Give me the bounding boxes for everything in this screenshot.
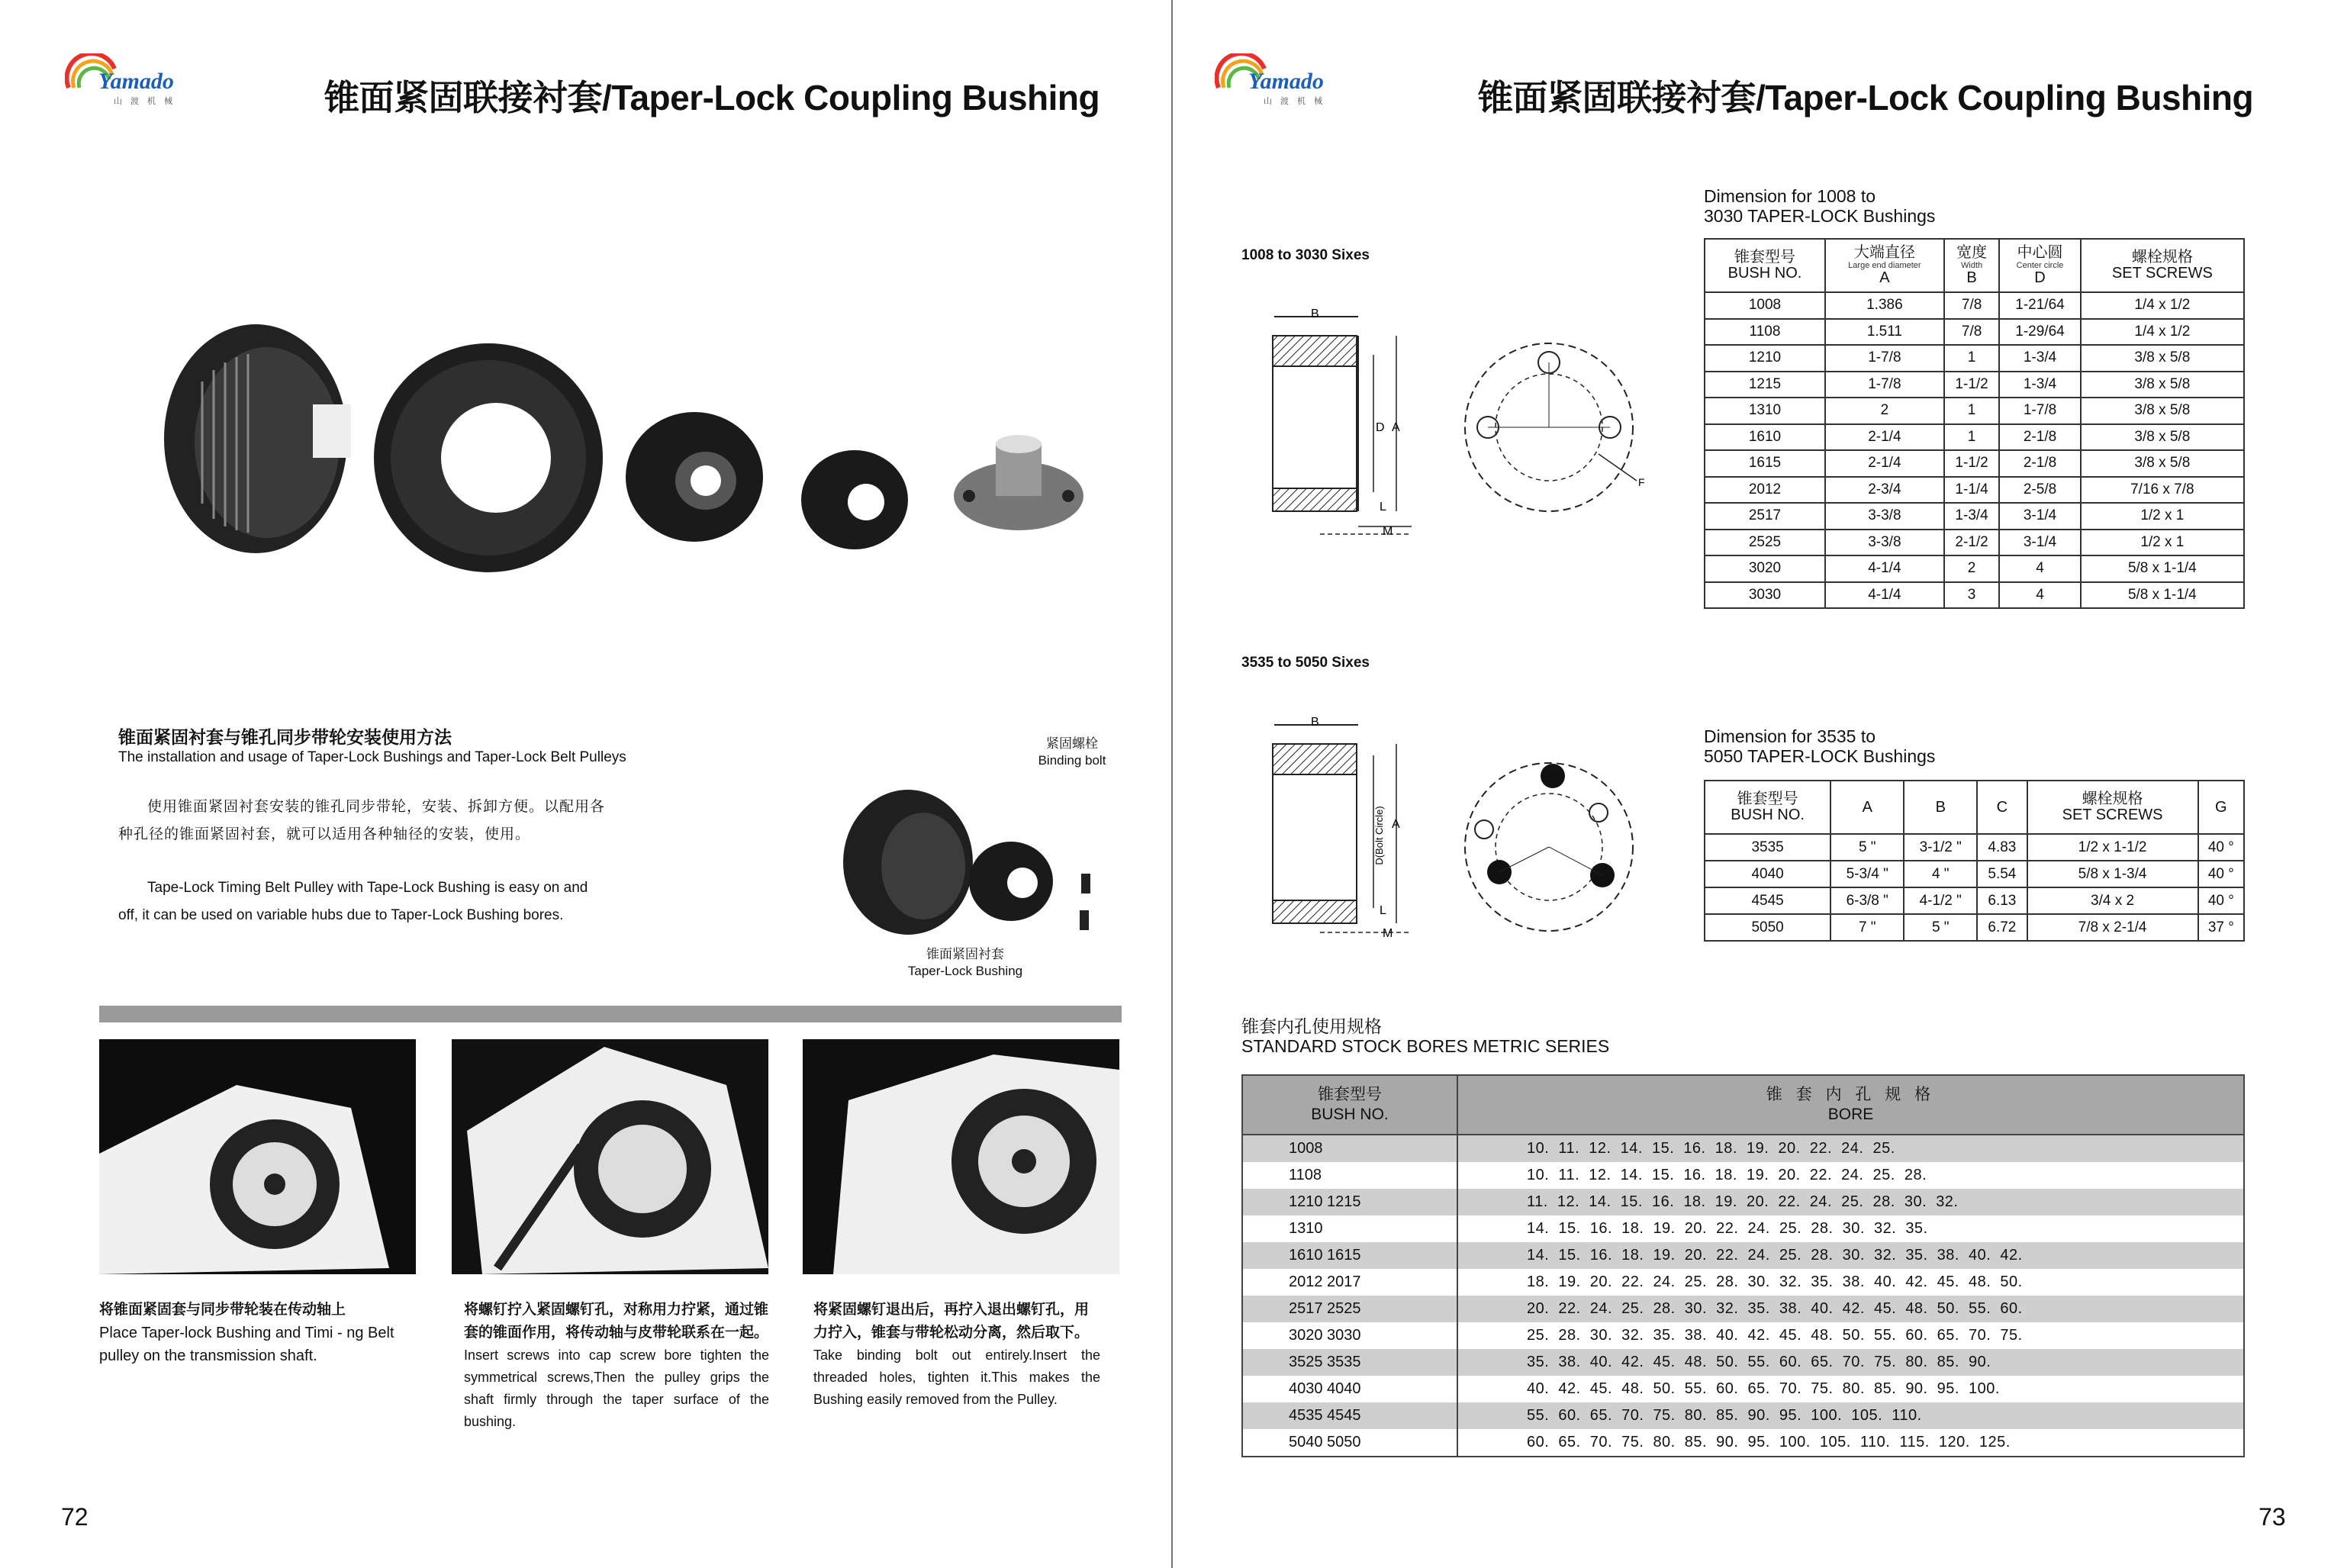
step-1-photo xyxy=(99,1039,416,1274)
table-cell: 5-3/4 " xyxy=(1830,861,1904,887)
table-cell: 3/8 x 5/8 xyxy=(2081,372,2244,398)
table-cell: 6-3/8 " xyxy=(1830,887,1904,914)
table-row xyxy=(1242,1402,2244,1429)
bores-header-bore-en: BORE xyxy=(1827,1106,1874,1123)
page-number: 73 xyxy=(2259,1503,2286,1531)
table-row xyxy=(1705,345,2244,372)
bush-number-cell: 1610 1615 xyxy=(1242,1242,1457,1269)
dim-label-a: A xyxy=(1392,818,1400,831)
table-row xyxy=(1242,1135,2244,1162)
table-cell: 1-3/4 xyxy=(1944,503,2000,530)
bores-title-en: STANDARD STOCK BORES METRIC SERIES xyxy=(1241,1036,1610,1056)
bush-number-cell: 4535 4545 xyxy=(1242,1402,1457,1429)
table-cell: 1008 xyxy=(1705,292,1825,319)
bore-sizes-cell: 14. 15. 16. 18. 19. 20. 22. 24. 25. 28. 30. 32. 35. 38. 40. 42. xyxy=(1457,1242,2244,1269)
table-cell: 4-1/4 xyxy=(1825,555,1944,582)
table-row xyxy=(1705,477,2244,504)
table-cell: 5/8 x 1-1/4 xyxy=(2081,582,2244,609)
dim-label-l: L xyxy=(1380,501,1386,514)
bush-number-cell: 5040 5050 xyxy=(1242,1429,1457,1457)
dim-label-m: M xyxy=(1383,927,1393,940)
bushing-front-view-diagram-1 xyxy=(1446,309,1652,515)
binding-bolt-label-en: Binding bolt xyxy=(1038,753,1106,768)
table-cell: 3-1/4 xyxy=(1999,530,2080,556)
table1-header-cn: 宽度 xyxy=(1956,244,1988,261)
bore-sizes-cell: 11. 12. 14. 15. 16. 18. 19. 20. 22. 24. 25. 28. 30. 32. xyxy=(1457,1189,2244,1215)
table-cell: 3/4 x 2 xyxy=(2027,887,2198,914)
dim-label-bolt-circle: D(Bolt Circle) xyxy=(1373,806,1385,865)
table2-header-cn: 螺栓规格 xyxy=(2082,790,2143,807)
table1-title-line1: Dimension for 1008 to xyxy=(1704,186,1876,206)
table-row xyxy=(1242,1349,2244,1376)
step-1-caption xyxy=(99,1299,420,1367)
logo-wordmark: Yamado xyxy=(98,69,174,94)
table-cell: 1.386 xyxy=(1825,292,1944,319)
standard-stock-bores-table xyxy=(1241,1074,2245,1457)
table-cell: 4.83 xyxy=(1977,834,2027,861)
bore-sizes-cell: 60. 65. 70. 75. 80. 85. 90. 95. 100. 105. 110. 115. 120. 125. xyxy=(1457,1429,2244,1457)
bores-title-cn: 锥套内孔使用规格 xyxy=(1241,1016,1382,1036)
table-cell: 2-1/8 xyxy=(1999,424,2080,451)
table-cell: 2517 xyxy=(1705,503,1825,530)
bush-number-cell: 3525 3535 xyxy=(1242,1349,1457,1376)
table2-header-1 xyxy=(1830,781,1904,834)
table-row xyxy=(1242,1429,2244,1457)
table-cell: 1615 xyxy=(1705,450,1825,477)
table2-header-en: B xyxy=(1935,798,1946,816)
table-cell: 40 ° xyxy=(2198,861,2244,887)
table-row xyxy=(1242,1242,2244,1269)
table2-header-en: SET SCREWS xyxy=(2062,807,2163,823)
table-row xyxy=(1705,530,2244,556)
yamado-logo xyxy=(1215,47,1360,108)
table1-header-2 xyxy=(1944,239,2000,292)
table-cell: 2-1/8 xyxy=(1999,450,2080,477)
section-divider-bar xyxy=(99,1006,1122,1022)
table1-header-cn: 螺栓规格 xyxy=(2131,249,2193,266)
table2-header-2 xyxy=(1904,781,1977,834)
bush-number-cell: 4030 4040 xyxy=(1242,1376,1457,1402)
bore-sizes-cell: 25. 28. 30. 32. 35. 38. 40. 42. 45. 48. 50. 55. 60. 65. 70. 75. xyxy=(1457,1322,2244,1349)
bush-number-cell: 1108 xyxy=(1242,1162,1457,1189)
table-cell: 2-3/4 xyxy=(1825,477,1944,504)
table-cell: 3030 xyxy=(1705,582,1825,609)
table-row xyxy=(1705,319,2244,346)
table2-header-en: A xyxy=(1862,798,1872,816)
table-cell: 3535 xyxy=(1705,834,1830,861)
table-cell: 3/8 x 5/8 xyxy=(2081,398,2244,424)
table-cell: 2012 xyxy=(1705,477,1825,504)
table-cell: 3-1/4 xyxy=(1999,503,2080,530)
table-row xyxy=(1242,1376,2244,1402)
table-cell: 2-5/8 xyxy=(1999,477,2080,504)
table1-header-3 xyxy=(1999,239,2080,292)
table-row xyxy=(1242,1322,2244,1349)
bores-header-bore-cn: 锥 套 内 孔 规 格 xyxy=(1766,1086,1936,1103)
table1-header-small: Large end diameter xyxy=(1848,261,1921,270)
bush-number-cell: 2012 2017 xyxy=(1242,1269,1457,1296)
table2-header-cn: 锥套型号 xyxy=(1737,790,1798,807)
step-2-caption xyxy=(464,1299,769,1433)
yamado-logo xyxy=(65,47,210,108)
table1-header-en: BUSH NO. xyxy=(1727,265,1802,282)
table-cell: 5/8 x 1-3/4 xyxy=(2027,861,2198,887)
table-cell: 3/8 x 5/8 xyxy=(2081,424,2244,451)
table-cell: 40 ° xyxy=(2198,834,2244,861)
step-3-photo xyxy=(803,1039,1119,1274)
table2-header-en: G xyxy=(2215,798,2227,816)
table-cell: 1-7/8 xyxy=(1999,398,2080,424)
table-cell: 1/2 x 1 xyxy=(2081,503,2244,530)
table-row xyxy=(1705,292,2244,319)
table-row xyxy=(1705,503,2244,530)
table1-header-cn: 锥套型号 xyxy=(1734,249,1795,266)
product-photos xyxy=(145,305,1106,588)
table-row xyxy=(1705,372,2244,398)
dim-label-a: A xyxy=(1392,421,1400,434)
table-cell: 3 xyxy=(1944,582,2000,609)
dimension-table-3535-5050 xyxy=(1704,780,2245,942)
table-row xyxy=(1242,1215,2244,1242)
step-1-caption-cn: 将锥面紧固套与同步带轮装在传动轴上 xyxy=(99,1302,346,1318)
table1-header-small: Center circle xyxy=(2016,261,2064,270)
table2-header-5 xyxy=(2198,781,2244,834)
taper-lock-bushing-label xyxy=(877,946,1053,980)
bores-header-bush xyxy=(1242,1075,1457,1135)
table1-header-4 xyxy=(2081,239,2244,292)
table1-header-en: SET SCREWS xyxy=(2111,265,2213,282)
pulley-photo-2 xyxy=(374,343,603,572)
install-section-title-en: The installation and usage of Taper-Lock Bushings and Taper-Lock Belt Pulleys xyxy=(118,749,626,765)
dim-label-b: B xyxy=(1311,307,1319,320)
dim-label-b: B xyxy=(1311,716,1319,729)
logo-subtext: 山 渡 机 械 xyxy=(1264,97,1326,106)
bore-sizes-cell: 55. 60. 65. 70. 75. 80. 85. 90. 95. 100. 105. 110. xyxy=(1457,1402,2244,1429)
step-2-caption-cn: 将螺钉拧入紧固螺钉孔，对称用力拧紧，通过锥套的锥面作用，将传动轴与皮带轮联系在一起。 xyxy=(464,1302,769,1341)
table-cell: 1-21/64 xyxy=(1999,292,2080,319)
bores-header-bush-cn: 锥套型号 xyxy=(1318,1086,1382,1103)
page-title: 锥面紧固联接衬套/Taper-Lock Coupling Bushing xyxy=(1478,78,2254,118)
step-2-caption-en: Insert screws into cap screw bore tighten the symmetrical screws,Then the pulley grips the shaft firmly through the taper surface of the bushing. xyxy=(464,1347,769,1429)
table-row xyxy=(1705,887,2244,914)
table-cell: 2-1/2 xyxy=(1944,530,2000,556)
table-cell: 1610 xyxy=(1705,424,1825,451)
table-cell: 4040 xyxy=(1705,861,1830,887)
table-cell: 1-1/2 xyxy=(1944,372,2000,398)
table-cell: 5 " xyxy=(1904,914,1977,941)
table-row xyxy=(1705,834,2244,861)
dim-label-d: D xyxy=(1376,421,1385,434)
table-cell: 3/8 x 5/8 xyxy=(2081,345,2244,372)
step-1-caption-en: Place Taper-lock Bushing and Timi - ng Belt pulley on the transmission shaft. xyxy=(99,1325,394,1364)
table-cell: 2-1/4 xyxy=(1825,450,1944,477)
table-cell: 1 xyxy=(1944,398,2000,424)
table2-header-3 xyxy=(1977,781,2027,834)
table-cell: 1/2 x 1-1/2 xyxy=(2027,834,2198,861)
table2-header-en: BUSH NO. xyxy=(1731,807,1805,823)
table1-header-1 xyxy=(1825,239,1944,292)
page-number: 72 xyxy=(61,1503,89,1531)
bush-number-cell: 1310 xyxy=(1242,1215,1457,1242)
bush-number-cell: 3020 3030 xyxy=(1242,1322,1457,1349)
bores-header-bore xyxy=(1457,1075,2244,1135)
table-cell: 4-1/4 xyxy=(1825,582,1944,609)
step-3-caption-cn: 将紧固螺钉退出后，再拧入退出螺钉孔，用力拧入，锥套与带轮松动分离，然后取下。 xyxy=(813,1302,1090,1341)
table-cell: 7/8 xyxy=(1944,292,2000,319)
table-row xyxy=(1705,914,2244,941)
install-paragraph-cn: 使用锥面紧固衬套安装的锥孔同步带轮，安装、拆卸方便。以配用各种孔径的锥面紧固衬套，就可以适用各种轴径的安装，使用。 xyxy=(118,799,606,842)
table2-title-line1: Dimension for 3535 to xyxy=(1704,726,1876,746)
table-cell: 1-1/4 xyxy=(1944,477,2000,504)
table-cell: 2 xyxy=(1944,555,2000,582)
table-cell: 5050 xyxy=(1705,914,1830,941)
table-cell: 3-3/8 xyxy=(1825,503,1944,530)
step-2-photo xyxy=(452,1039,768,1274)
bores-section-title xyxy=(1241,1016,1609,1056)
table1-header-cn: 大端直径 xyxy=(1853,244,1915,261)
table-cell: 4545 xyxy=(1705,887,1830,914)
table-row xyxy=(1705,582,2244,609)
bore-sizes-cell: 35. 38. 40. 42. 45. 48. 50. 55. 60. 65. 70. 75. 80. 85. 90. xyxy=(1457,1349,2244,1376)
table-row xyxy=(1242,1296,2244,1322)
flange-hub-photo xyxy=(954,435,1083,530)
table-cell: 3020 xyxy=(1705,555,1825,582)
table-cell: 2 xyxy=(1825,398,1944,424)
bushing-side-view-diagram-2 xyxy=(1251,710,1434,954)
step-3-caption-en: Take binding bolt out entirely.Insert the threaded holes, tighten it.This makes the Bushing easily removed from the Pulley. xyxy=(813,1347,1100,1407)
table-cell: 37 ° xyxy=(2198,914,2244,941)
bush-number-cell: 2517 2525 xyxy=(1242,1296,1457,1322)
table1-title xyxy=(1704,186,1935,226)
dim-label-f: F xyxy=(1638,476,1645,488)
table-row xyxy=(1242,1269,2244,1296)
table-cell: 3-3/8 xyxy=(1825,530,1944,556)
bushing-front-view-diagram-2 xyxy=(1446,744,1652,950)
table-cell: 1215 xyxy=(1705,372,1825,398)
bore-sizes-cell: 14. 15. 16. 18. 19. 20. 22. 24. 25. 28. 30. 32. 35. xyxy=(1457,1215,2244,1242)
table-cell: 5/8 x 1-1/4 xyxy=(2081,555,2244,582)
bore-sizes-cell: 10. 11. 12. 14. 15. 16. 18. 19. 20. 22. 24. 25. xyxy=(1457,1135,2244,1162)
table-cell: 1/4 x 1/2 xyxy=(2081,319,2244,346)
assembly-photo xyxy=(836,782,1125,942)
table-row xyxy=(1705,424,2244,451)
bore-sizes-cell: 18. 19. 20. 22. 24. 25. 28. 30. 32. 35. 38. 40. 42. 45. 48. 50. xyxy=(1457,1269,2244,1296)
table-cell: 1-29/64 xyxy=(1999,319,2080,346)
logo-subtext: 山 渡 机 械 xyxy=(114,97,176,106)
table1-header-en: A xyxy=(1879,269,1890,286)
table-cell: 1/2 x 1 xyxy=(2081,530,2244,556)
binding-bolt-label-cn: 紧固螺栓 xyxy=(1046,736,1098,751)
table-row xyxy=(1242,1162,2244,1189)
table2-title-line2: 5050 TAPER-LOCK Bushings xyxy=(1704,746,1936,766)
bushing-label-cn: 锥面紧固衬套 xyxy=(926,947,1004,961)
table-cell: 7/8 x 2-1/4 xyxy=(2027,914,2198,941)
step-3-caption xyxy=(813,1299,1100,1411)
table-cell: 1/4 x 1/2 xyxy=(2081,292,2244,319)
table-cell: 7/16 x 7/8 xyxy=(2081,477,2244,504)
table-cell: 5 " xyxy=(1830,834,1904,861)
table-cell: 1-1/2 xyxy=(1944,450,2000,477)
table1-header-en: D xyxy=(2034,269,2046,286)
table-row xyxy=(1705,555,2244,582)
table2-title xyxy=(1704,726,1935,766)
page-title: 锥面紧固联接衬套/Taper-Lock Coupling Bushing xyxy=(324,78,1100,118)
bushing-label-en: Taper-Lock Bushing xyxy=(907,964,1023,978)
table-cell: 1108 xyxy=(1705,319,1825,346)
table-cell: 4 " xyxy=(1904,861,1977,887)
table1-header-en: B xyxy=(1966,269,1977,286)
table-cell: 4 xyxy=(1999,582,2080,609)
table-cell: 1-7/8 xyxy=(1825,345,1944,372)
table-cell: 1-3/4 xyxy=(1999,345,2080,372)
table2-header-4 xyxy=(2027,781,2198,834)
table-cell: 1210 xyxy=(1705,345,1825,372)
bush-number-cell: 1008 xyxy=(1242,1135,1457,1162)
install-paragraph-en: Tape-Lock Timing Belt Pulley with Tape-Lock Bushing is easy on and off, it can be used on variable hubs due to Taper-Lock Bushing bores. xyxy=(118,880,588,923)
table-cell: 6.13 xyxy=(1977,887,2027,914)
table-cell: 1-3/4 xyxy=(1999,372,2080,398)
table-cell: 5.54 xyxy=(1977,861,2027,887)
bushing-photo-1 xyxy=(626,412,763,542)
table-cell: 1.511 xyxy=(1825,319,1944,346)
dim-label-l: L xyxy=(1380,904,1386,917)
table-row xyxy=(1242,1189,2244,1215)
bores-header-bush-en: BUSH NO. xyxy=(1311,1106,1389,1123)
table1-title-line2: 3030 TAPER-LOCK Bushings xyxy=(1704,206,1936,226)
bushing-photo-2 xyxy=(801,450,908,549)
dim-label-m: M xyxy=(1383,525,1393,538)
table-cell: 3-1/2 " xyxy=(1904,834,1977,861)
bushing-side-view-diagram-1 xyxy=(1251,301,1434,546)
table-cell: 2-1/4 xyxy=(1825,424,1944,451)
table-cell: 1 xyxy=(1944,424,2000,451)
table-cell: 3/8 x 5/8 xyxy=(2081,450,2244,477)
table-cell: 4 xyxy=(1999,555,2080,582)
table-cell: 1-7/8 xyxy=(1825,372,1944,398)
bore-sizes-cell: 10. 11. 12. 14. 15. 16. 18. 19. 20. 22. 24. 25. 28. xyxy=(1457,1162,2244,1189)
bore-sizes-cell: 20. 22. 24. 25. 28. 30. 32. 35. 38. 40. 42. 45. 48. 50. 55. 60. xyxy=(1457,1296,2244,1322)
table1-header-cn: 中心圆 xyxy=(2017,244,2063,261)
table2-header-en: C xyxy=(1996,798,2008,816)
install-section-title-cn: 锥面紧固衬套与锥孔同步带轮安装使用方法 xyxy=(118,727,452,747)
table-row xyxy=(1705,398,2244,424)
sizes-heading-1: 1008 to 3030 Sixes xyxy=(1241,247,1370,263)
table-row xyxy=(1705,450,2244,477)
table-cell: 7/8 xyxy=(1944,319,2000,346)
table-row xyxy=(1705,861,2244,887)
table1-header-0 xyxy=(1705,239,1825,292)
binding-bolt-label xyxy=(1015,736,1129,769)
table1-header-small: Width xyxy=(1961,261,1983,270)
table2-header-0 xyxy=(1705,781,1830,834)
dimension-table-1008-3030 xyxy=(1704,238,2245,609)
table-cell: 7 " xyxy=(1830,914,1904,941)
pulley-photo-1 xyxy=(164,324,351,553)
table-cell: 4-1/2 " xyxy=(1904,887,1977,914)
table-cell: 1310 xyxy=(1705,398,1825,424)
table-cell: 1 xyxy=(1944,345,2000,372)
table-cell: 6.72 xyxy=(1977,914,2027,941)
logo-wordmark: Yamado xyxy=(1248,69,1324,94)
bore-sizes-cell: 40. 42. 45. 48. 50. 55. 60. 65. 70. 75. 80. 85. 90. 95. 100. xyxy=(1457,1376,2244,1402)
table-cell: 40 ° xyxy=(2198,887,2244,914)
bush-number-cell: 1210 1215 xyxy=(1242,1189,1457,1215)
sizes-heading-2: 3535 to 5050 Sixes xyxy=(1241,655,1370,671)
table-cell: 2525 xyxy=(1705,530,1825,556)
